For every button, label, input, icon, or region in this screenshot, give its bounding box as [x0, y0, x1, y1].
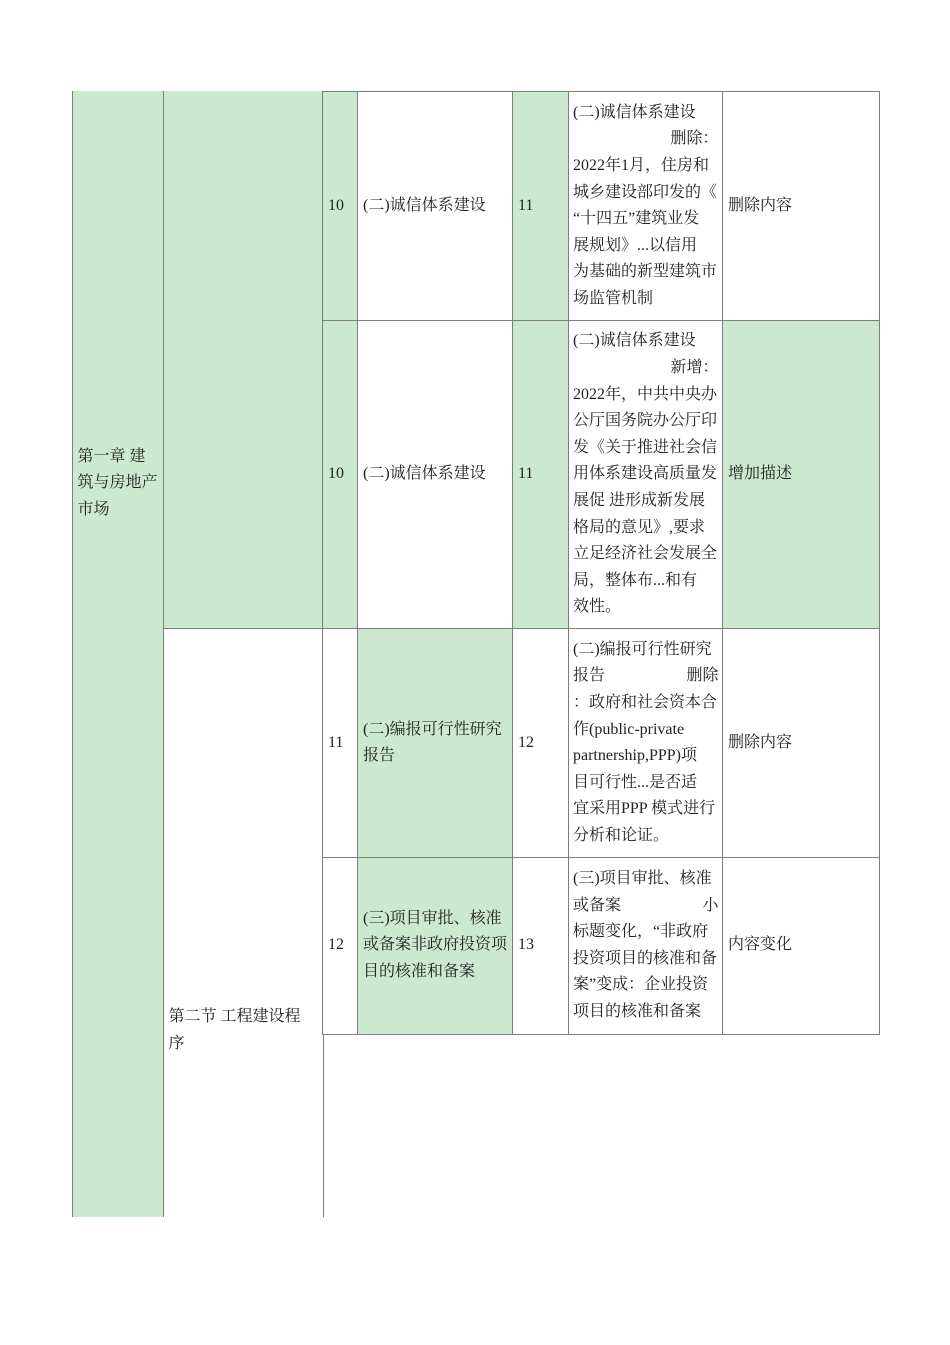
text-line	[573, 893, 719, 920]
change-description	[573, 328, 719, 621]
change-description-cell	[568, 320, 724, 630]
text-line: 市场	[77, 500, 110, 518]
old-page-number: 10	[328, 196, 344, 214]
old-heading-cell	[357, 91, 514, 322]
text-line: (二)编报可行性研究	[573, 640, 712, 658]
text-line: (三)项目审批、核准	[363, 909, 502, 927]
change-description	[573, 100, 719, 313]
old-page-cell	[322, 91, 359, 322]
text-line: 2022年，中共中央办	[573, 385, 718, 403]
change-type: 删除内容	[728, 733, 793, 751]
text-line: 为基础的新型建筑市	[573, 263, 718, 281]
text-line: 效性。	[573, 598, 622, 616]
text-line: (二)诚信体系建设	[363, 196, 486, 214]
text-line: 删除：	[670, 130, 719, 148]
new-page-number: 11	[518, 196, 534, 214]
change-description-cell	[568, 628, 724, 859]
text-line: 宜采用PPP 模式进行	[573, 800, 716, 818]
section-cell-continued	[163, 91, 324, 630]
text-line: (二)诚信体系建设	[573, 103, 696, 121]
text-line: partnership,PPP)项	[573, 747, 698, 765]
chapter-title	[78, 444, 162, 524]
text-line: (二)诚信体系建设	[573, 332, 696, 350]
old-page-number: 11	[328, 733, 344, 751]
text-line: 目可行性...是否适	[573, 773, 698, 791]
text-line: 展促 进形成新发展	[573, 492, 706, 510]
text-line: (二)诚信体系建设	[363, 465, 486, 483]
text-line: 或备案非政府投资项	[363, 936, 508, 954]
change-type-cell	[722, 628, 880, 859]
text-line: 第二节 工程建设程	[168, 1008, 301, 1026]
old-page-cell	[322, 857, 359, 1035]
text-line: 报告	[363, 747, 396, 765]
text-line: (二)编报可行性研究	[363, 720, 502, 738]
change-type-cell	[722, 91, 880, 322]
text-line: 筑与房地产	[77, 474, 158, 492]
text-line: 作(public-private	[573, 720, 685, 738]
text-line: 标题变化，“非政府	[573, 923, 709, 941]
old-page-number: 10	[328, 465, 344, 483]
text-line: 新增：	[670, 359, 719, 377]
text-line: 第一章 建	[77, 447, 146, 465]
change-type: 删除内容	[728, 196, 793, 214]
old-heading	[363, 193, 509, 220]
text-line: 局，整体布...和有	[573, 571, 698, 589]
text-line: “十四五”建筑业发	[573, 210, 700, 228]
old-page-cell	[322, 628, 359, 859]
old-heading-cell	[357, 320, 514, 630]
text-line: 展规划》...以信用	[573, 236, 698, 254]
change-type-cell	[722, 320, 880, 630]
change-description-cell	[568, 857, 724, 1035]
text-line: 目的核准和备案	[363, 963, 476, 981]
text-line: 分析和论证。	[573, 827, 670, 845]
chapter-cell	[72, 91, 165, 1217]
section-cell	[163, 628, 324, 1217]
text-segment: 报告	[573, 667, 606, 685]
old-heading	[363, 906, 509, 986]
text-line: 项目的核准和备案	[573, 1002, 702, 1020]
new-page-cell	[512, 91, 570, 322]
new-page-number: 13	[518, 936, 534, 954]
text-line: 用体系建设高质量发	[573, 465, 718, 483]
text-line: 立足经济社会发展全	[573, 545, 718, 563]
old-heading	[363, 461, 509, 488]
old-heading-cell	[357, 628, 514, 859]
text-line: 2022年1月，住房和	[573, 157, 710, 175]
text-line: 场监管机制	[573, 290, 654, 308]
change-type: 增加描述	[728, 465, 793, 483]
text-line: 投资项目的核准和备	[573, 949, 718, 967]
change-description	[573, 637, 719, 850]
old-page-cell	[322, 320, 359, 630]
text-segment: 删除	[686, 667, 719, 685]
new-page-cell	[512, 628, 570, 859]
change-type-cell	[722, 857, 880, 1035]
old-heading	[363, 717, 509, 770]
change-description	[573, 866, 719, 1026]
new-page-cell	[512, 320, 570, 630]
text-line: ：政府和社会资本合	[573, 694, 718, 712]
text-line: (三)项目审批、核准	[573, 869, 712, 887]
old-heading-cell	[357, 857, 514, 1035]
text-segment: 小	[702, 896, 719, 914]
change-description-cell	[568, 91, 724, 322]
old-page-number: 12	[328, 936, 344, 954]
new-page-cell	[512, 857, 570, 1035]
text-line	[573, 663, 719, 690]
text-line: 案”变成：企业投资	[573, 976, 709, 994]
change-type: 内容变化	[728, 936, 793, 954]
text-line: 序	[168, 1034, 185, 1052]
text-line: 发《关于推进社会信	[573, 438, 718, 456]
text-line: 公厅国务院办公厅印	[573, 412, 718, 430]
new-page-number: 11	[518, 465, 534, 483]
new-page-number: 12	[518, 733, 534, 751]
text-line: 城乡建设部印发的《	[573, 183, 718, 201]
section-title	[169, 1004, 319, 1057]
text-line: 格局的意见》,要求	[573, 518, 706, 536]
text-segment: 或备案	[573, 896, 622, 914]
